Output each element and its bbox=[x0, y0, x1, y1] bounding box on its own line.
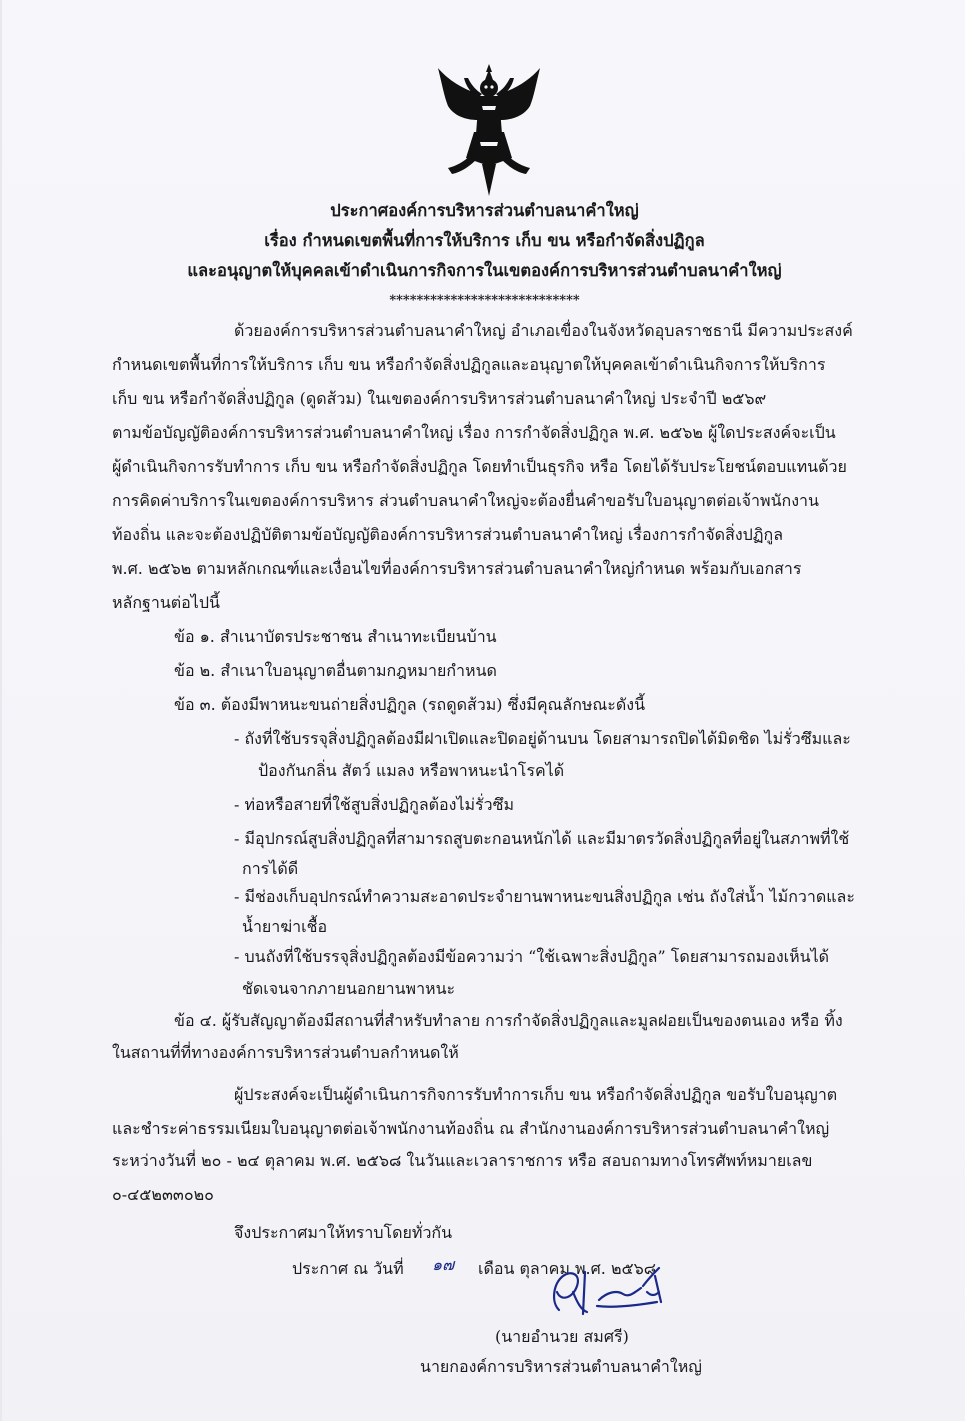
bullet-item-continued: การได้ดี bbox=[242, 859, 299, 878]
garuda-emblem-icon bbox=[434, 62, 544, 197]
bullet-item: - บนถังที่ใช้บรรจุสิ่งปฏิกูลต้องมีข้อความว่า “ใช้เฉพาะสิ่งปฏิกูล” โดยสามารถมองเห็นได้ bbox=[234, 947, 830, 966]
list-item: ข้อ ๔. ผู้รับสัญญาต้องมีสถานที่สำหรับทำลาย การกำจัดสิ่งปฏิกูลและมูลฝอยเป็นของตนเอง หรือ ทิ้ง bbox=[174, 1011, 843, 1030]
paragraph-line: ท้องถิ่น และจะต้องปฏิบัติตามข้อบัญญัติองค์การบริหารส่วนตำบลนาคำใหญ่ เรื่องการกำจัดสิ่งปฏิกูล bbox=[112, 525, 784, 544]
bullet-item-continued: ป้องกันกลิ่น สัตว์ แมลง หรือพาหนะนำโรคได้ bbox=[258, 761, 565, 780]
bullet-item: - ถังที่ใช้บรรจุสิ่งปฏิกูลต้องมีฝาเปิดและปิดอยู่ด้านบน โดยสามารถปิดได้มิดชิด ไม่รั่วซึมและ bbox=[234, 729, 851, 748]
bullet-item: - มีอุปกรณ์สูบสิ่งปฏิกูลที่สามารถสูบตะกอนหนักได้ และมีมาตรวัดสิ่งปฏิกูลที่อยู่ในสภาพที่ใช้ bbox=[234, 829, 850, 848]
handwritten-signature bbox=[537, 1262, 687, 1322]
paragraph-line: ตามข้อบัญญัติองค์การบริหารส่วนตำบลนาคำใหญ่ เรื่อง การกำจัดสิ่งปฏิกูล พ.ศ. ๒๕๖๒ ผู้ใดประสงค์จะเป็น bbox=[112, 423, 836, 442]
paragraph-line: กำหนดเขตพื้นที่การให้บริการ เก็บ ขน หรือกำจัดสิ่งปฏิกูลและอนุญาตให้บุคคลเข้าดำเนินกิจการให้บริการ bbox=[112, 355, 826, 374]
bullet-item: - มีช่องเก็บอุปกรณ์ทำความสะอาดประจำยานพาหนะขนสิ่งปฏิกูล เช่น ถังใส่น้ำ ไม้กวาดและ bbox=[234, 887, 855, 906]
dated-prefix: ประกาศ ณ วันที่ bbox=[292, 1259, 404, 1278]
dated-suffix: เดือน ตุลาคม พ.ศ. ๒๕๖๘ bbox=[478, 1259, 657, 1278]
paragraph-line: หลักฐานต่อไปนี้ bbox=[112, 593, 220, 612]
paragraph-line: พ.ศ. ๒๕๖๒ ตามหลักเกณฑ์และเงื่อนไขที่องค์การบริหารส่วนตำบลนาคำใหญ่กำหนด พร้อมกับเอกสาร bbox=[112, 559, 802, 578]
paragraph-line: ผู้ดำเนินกิจการรับทำการ เก็บ ขน หรือกำจัดสิ่งปฏิกูล โดยทำเป็นธุรกิจ หรือ โดยได้รับประโยชน์ตอบแทนด้วย bbox=[112, 457, 847, 476]
announcement-title: ประกาศองค์การบริหารส่วนตำบลนาคำใหญ่ bbox=[330, 201, 639, 220]
paragraph-line: ด้วยองค์การบริหารส่วนตำบลนาคำใหญ่ อำเภอเขื่องในจังหวัดอุบลราชธานี มีความประสงค์ bbox=[234, 321, 853, 340]
list-item: ข้อ ๓. ต้องมีพาหนะขนถ่ายสิ่งปฏิกูล (รถดูดส้วม) ซึ่งมีคุณลักษณะดังนี้ bbox=[174, 695, 645, 714]
header-divider: **************************** bbox=[389, 293, 580, 308]
bullet-item-continued: น้ำยาฆ่าเชื้อ bbox=[242, 917, 328, 936]
bullet-item: - ท่อหรือสายที่ใช้สูบสิ่งปฏิกูลต้องไม่รั่วซึม bbox=[234, 795, 515, 814]
paragraph-line: เก็บ ขน หรือกำจัดสิ่งปฏิกูล (ดูดส้วม) ในเขตองค์การบริหารส่วนตำบลนาคำใหญ่ ประจำปี ๒๕๖๙ bbox=[112, 389, 767, 408]
signer-name: (นายอำนวย สมศรี) bbox=[495, 1327, 629, 1346]
list-item: ข้อ ๑. สำเนาบัตรประชาชน สำเนาทะเบียนบ้าน bbox=[174, 627, 497, 646]
paragraph-line: และชำระค่าธรรมเนียมใบอนุญาตต่อเจ้าพนักงานท้องถิ่น ณ สำนักงานองค์การบริหารส่วนตำบลนาคำใหญ่ bbox=[112, 1119, 830, 1138]
paragraph-line: การคิดค่าบริการในเขตองค์การบริหาร ส่วนตำบลนาคำใหญ่จะต้องยื่นคำขอรับใบอนุญาตต่อเจ้าพนักงาน bbox=[112, 491, 819, 510]
phone-number: ๐-๔๕๒๓๓๐๒๐ bbox=[112, 1185, 214, 1204]
dated-day-handwritten: ๑๗ bbox=[432, 1255, 455, 1274]
signer-position: นายกองค์การบริหารส่วนตำบลนาคำใหญ่ bbox=[420, 1357, 702, 1376]
announcement-subject-continued: และอนุญาตให้บุคคลเข้าดำเนินการกิจการในเขตองค์การบริหารส่วนตำบลนาคำใหญ่ bbox=[187, 261, 782, 280]
bullet-item-continued: ชัดเจนจากภายนอกยานพาหนะ bbox=[242, 979, 456, 998]
paragraph-line: ระหว่างวันที่ ๒๐ - ๒๔ ตุลาคม พ.ศ. ๒๕๖๘ ในวันและเวลาราชการ หรือ สอบถามทางโทรศัพท์หมายเลข bbox=[112, 1151, 813, 1170]
paragraph-line: ผู้ประสงค์จะเป็นผู้ดำเนินการกิจการรับทำการเก็บ ขน หรือกำจัดสิ่งปฏิกูล ขอรับใบอนุญาต bbox=[234, 1085, 838, 1104]
announcement-subject: เรื่อง กำหนดเขตพื้นที่การให้บริการ เก็บ ขน หรือกำจัดสิ่งปฏิกูล bbox=[264, 231, 705, 250]
list-item: ข้อ ๒. สำเนาใบอนุญาตอื่นตามกฎหมายกำหนด bbox=[174, 661, 497, 680]
list-item-continued: ในสถานที่ที่ทางองค์การบริหารส่วนตำบลกำหนดให้ bbox=[112, 1043, 459, 1062]
closing-line: จึงประกาศมาให้ทราบโดยทั่วกัน bbox=[234, 1223, 453, 1242]
